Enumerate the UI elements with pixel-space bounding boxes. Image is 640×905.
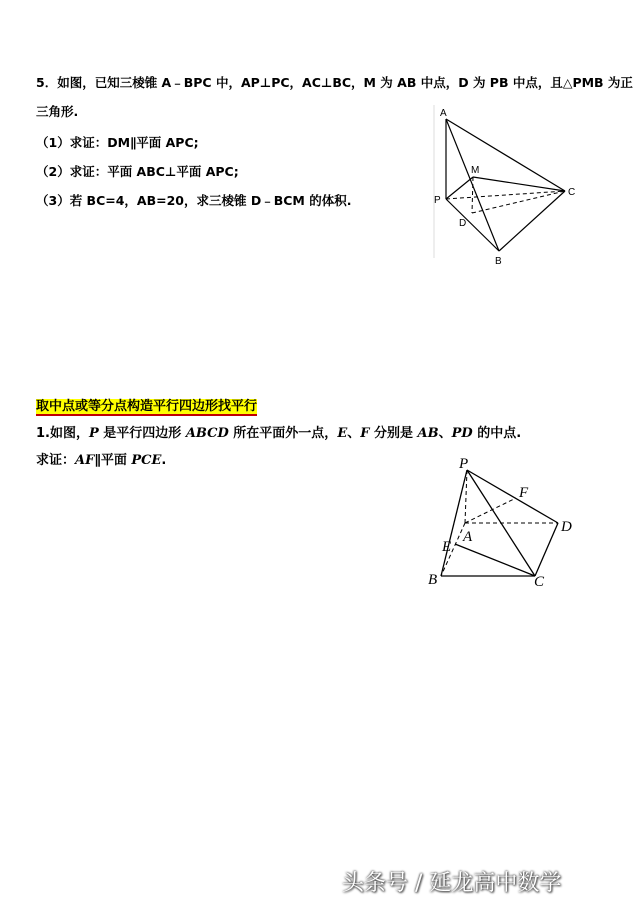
edge-AC [446, 119, 565, 191]
problem1-figure [420, 450, 590, 595]
edge-PM [446, 177, 473, 199]
label-B: B [495, 256, 502, 267]
label-B: B [428, 572, 438, 588]
edge-AF-hidden [465, 498, 516, 523]
problem1-text: 如图， [49, 426, 89, 441]
edge-PB [441, 470, 467, 576]
label-A: A [440, 108, 447, 119]
problem5-number: 5 [36, 75, 45, 90]
problem5-question1: （1）求证：DM∥平面 APC; [36, 135, 199, 150]
point-E-text: E [337, 426, 348, 441]
prove-mid: ∥平面 [94, 453, 132, 468]
point-P-text: P [89, 426, 99, 441]
problem1-text: 的中点. [472, 426, 522, 441]
edge-MD-hidden [472, 177, 473, 213]
parallelogram-ABCD-text: ABCD [185, 426, 229, 441]
point-F-text: F [360, 426, 370, 441]
section-heading [36, 398, 257, 416]
segment-AB-text: AB [417, 426, 439, 441]
edge-EC [455, 544, 535, 576]
problem1-separator: 、 [347, 426, 361, 441]
section-heading-text: 取中点或等分点构造平行四边形找平行 [36, 399, 258, 414]
segment-PD-text: PD [451, 426, 473, 441]
label-C: C [534, 574, 545, 590]
label-D: D [561, 519, 572, 535]
edge-CD [535, 523, 558, 576]
segment-AF-text: AF [75, 453, 95, 468]
label-P: P [459, 456, 469, 472]
problem1-text: 是平行四边形 [98, 426, 186, 441]
problem5-stem-line2: 三角形. [36, 104, 79, 119]
label-C: C [568, 187, 576, 198]
problem1-text: 所在平面外一点， [228, 426, 338, 441]
label-D: D [459, 218, 467, 229]
label-F: F [519, 485, 529, 501]
label-E: E [442, 539, 452, 555]
problem5-question2: （2）求证：平面 ABC⊥平面 APC; [36, 164, 239, 179]
label-M: M [471, 165, 480, 176]
problem1-number: 1. [36, 426, 50, 441]
problem5-question3: （3）若 BC=4，AB=20，求三棱锥 D﹣BCM 的体积. [36, 193, 352, 208]
problem1-prove [36, 452, 166, 470]
label-A: A [463, 529, 473, 545]
prove-end: . [161, 453, 167, 468]
edge-CB [499, 191, 565, 251]
plane-PCE-text: PCE [131, 453, 162, 468]
problem1-text: 分别是 [369, 426, 418, 441]
problem1-stem [36, 425, 521, 443]
problem5-figure [425, 100, 595, 270]
watermark: 头条号 / 延龙高中数学 [342, 871, 562, 896]
prove-prefix: 求证： [36, 453, 76, 468]
label-P: P [434, 195, 441, 206]
problem5-stem-text: ．如图，已知三棱锥 A﹣BPC 中，AP⊥PC，AC⊥BC，M 为 AB 中点，D 为 PB 中点，且△PMB 为正 [44, 75, 633, 90]
problem1-separator: 、 [438, 426, 452, 441]
edge-MC [473, 177, 565, 191]
problem5-stem-line1 [36, 74, 633, 92]
